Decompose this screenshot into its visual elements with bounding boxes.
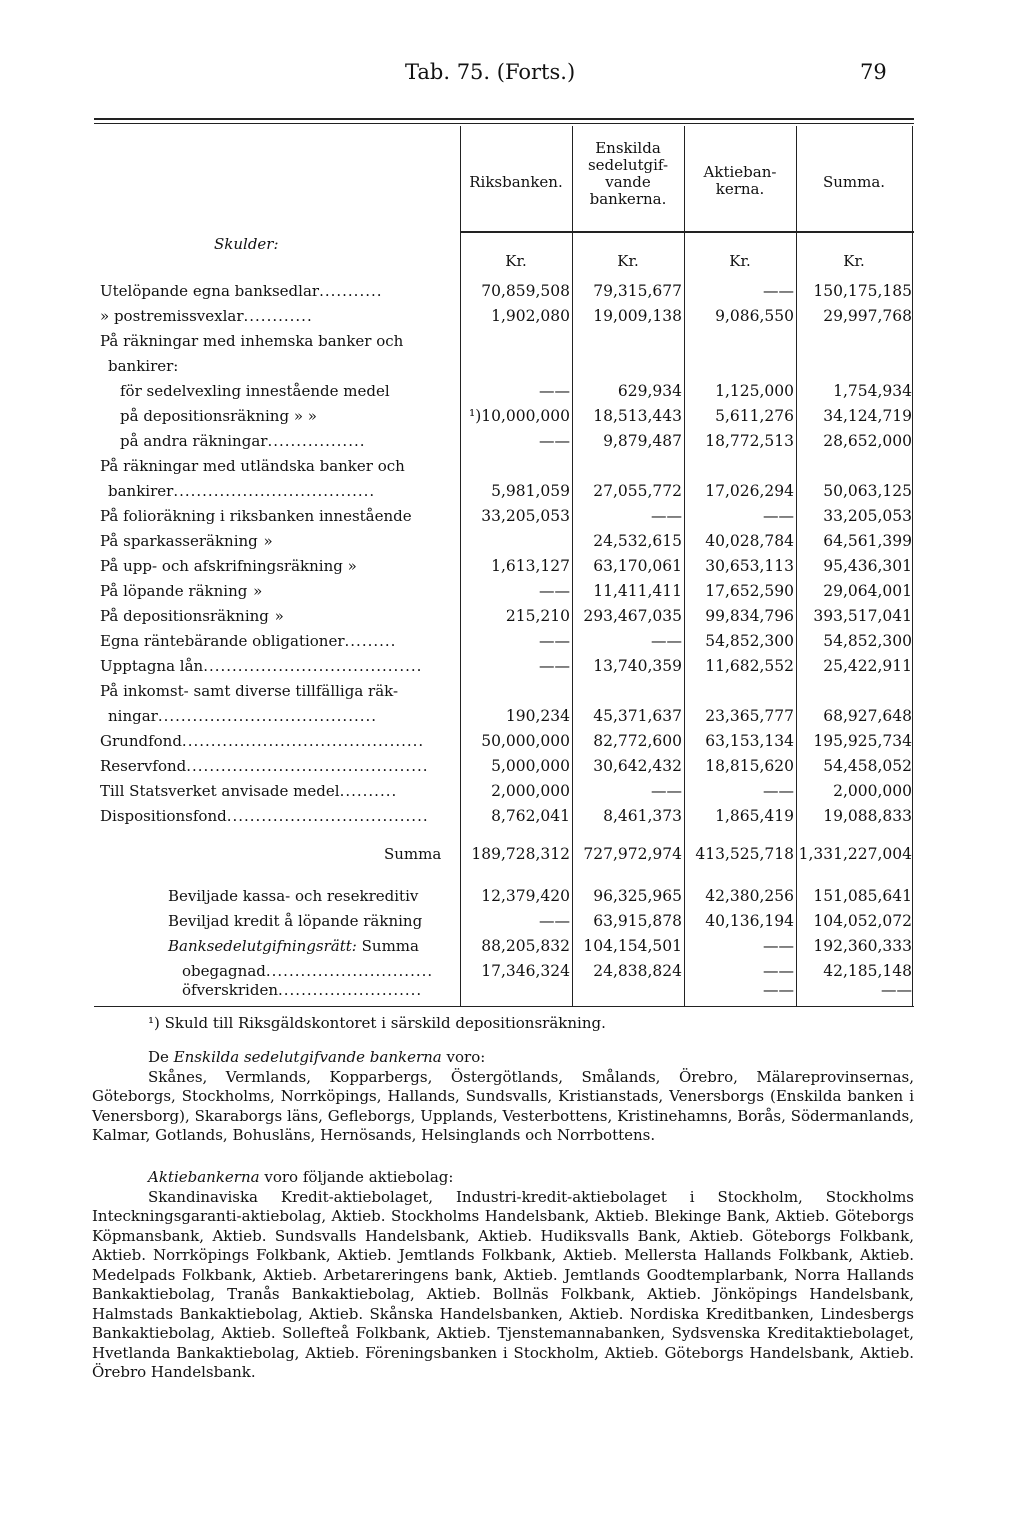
cell-value: 96,325,965	[593, 887, 682, 905]
cell-value: 63,915,878	[593, 912, 682, 930]
cell-value: 68,927,648	[823, 707, 912, 725]
cell-value: 88,205,832	[481, 937, 570, 955]
cell-value: ——	[539, 432, 570, 450]
cell-value: 29,064,001	[823, 582, 912, 600]
row-label	[108, 482, 375, 500]
cell-value: 18,815,620	[705, 757, 794, 775]
cell-value: ——	[881, 981, 912, 999]
row-label-text: för sedelvexling innestående medel	[120, 382, 390, 400]
cell-value: ——	[763, 282, 794, 300]
cell-value: ——	[763, 507, 794, 525]
cell-value: 17,346,324	[481, 962, 570, 980]
row-label	[100, 332, 403, 350]
cell-value: 50,063,125	[823, 482, 912, 500]
cell-value: 17,026,294	[705, 482, 794, 500]
cell-value: 8,762,041	[491, 807, 570, 825]
cell-value: 24,532,615	[593, 532, 682, 550]
table-row	[94, 657, 914, 681]
note-aktiebanker-intro-italic: Aktiebankerna	[148, 1168, 260, 1186]
debt-table	[94, 118, 914, 1013]
row-leader-dots: »	[247, 582, 264, 600]
cell-value: 9,086,550	[715, 307, 794, 325]
cell-value: 24,838,824	[593, 962, 682, 980]
bottom-rule	[94, 1006, 914, 1007]
summa-c1: 189,728,312	[471, 845, 570, 863]
cell-value: ——	[539, 582, 570, 600]
summa-c4: 1,331,227,004	[798, 845, 912, 863]
cell-value: 5,611,276	[715, 407, 794, 425]
note-enskilda-intro-italic: Enskilda sedelutgifvande bankerna	[173, 1048, 442, 1066]
row-leader-dots: ..........................................	[186, 757, 429, 775]
row-label	[100, 307, 313, 325]
cell-value: 12,379,420	[481, 887, 570, 905]
credit-row	[94, 981, 914, 1005]
top-rule	[94, 118, 914, 120]
credit-row-label-text: öfverskriden	[182, 981, 278, 999]
col-header-aktiebankerna	[684, 164, 796, 198]
page-number: 79	[860, 60, 887, 84]
credit-row-label	[168, 887, 418, 905]
row-leader-dots: .........	[344, 632, 397, 650]
row-leader-dots: ......................................	[203, 657, 423, 675]
cell-value: 2,000,000	[833, 782, 912, 800]
table-row	[94, 632, 914, 656]
cell-value: 13,740,359	[593, 657, 682, 675]
cell-value: ——	[763, 937, 794, 955]
row-label-text: På inkomst- samt diverse tillfälliga räk-	[100, 682, 399, 700]
cell-value: 54,852,300	[705, 632, 794, 650]
row-label-text: På folioräkning i riksbanken innestående	[100, 507, 412, 525]
cell-value: 45,371,637	[593, 707, 682, 725]
cell-value: 195,925,734	[813, 732, 912, 750]
cell-value: ——	[651, 632, 682, 650]
row-leader-dots: ..........................................	[181, 732, 425, 750]
row-label-text: Grundfond	[100, 732, 182, 750]
table-row	[94, 682, 914, 706]
row-label	[100, 657, 422, 675]
row-leader-dots: ...........	[319, 282, 383, 300]
row-label-text: bankirer	[108, 482, 174, 500]
table-row	[94, 282, 914, 306]
table-row	[94, 307, 914, 331]
table-row	[94, 382, 914, 406]
row-label-text: Upptagna lån	[100, 657, 204, 675]
note-aktiebanker-intro-post: voro följande aktiebolag:	[259, 1168, 454, 1186]
row-label-text: Till Statsverket anvisade medel	[100, 782, 340, 800]
credit-row-label-italic: Banksedelutgifningsrätt:	[168, 937, 357, 955]
table-row	[94, 582, 914, 606]
col-header-enskilda-line-2: sedelutgif-	[587, 156, 669, 174]
note-enskilda-intro	[92, 1048, 914, 1068]
table-row	[94, 457, 914, 481]
cell-value: 192,360,333	[813, 937, 912, 955]
cell-value: 17,652,590	[705, 582, 794, 600]
currency-label-c3: Kr.	[729, 252, 751, 270]
row-leader-dots: »	[257, 532, 274, 550]
cell-value: 95,436,301	[823, 557, 912, 575]
cell-value: 190,234	[505, 707, 570, 725]
table-row	[94, 557, 914, 581]
note-enskilda-body: Skånes, Vermlands, Kopparbergs, Östergötlands, Smålands, Örebro, Mälareprovinsernas, Göteborgs, Stockholms, Norrköpings, Hallands, Sundsvalls, Kristianstads, Venersborgs (Enskilda banken i Venersborg), Skaraborgs läns, Gefleborgs, Upplands, Vesterbottens, Kristinehamns, Borås, Södermanlands, Kalmar, Gotlands, Bohusläns, Hernösands, Helsinglands och Norrbottens.	[92, 1067, 914, 1144]
row-label	[120, 432, 366, 450]
cell-value: 28,652,000	[823, 432, 912, 450]
row-label-text: » postremissvexlar	[100, 307, 244, 325]
row-label-text: bankirer:	[108, 357, 179, 375]
row-leader-dots: ............	[243, 307, 313, 325]
col-header-aktiebankerna-line-2: kerna.	[715, 180, 765, 198]
table-row	[94, 707, 914, 731]
credit-row-label-plain: Summa	[356, 937, 419, 955]
row-label	[100, 807, 429, 825]
cell-value: 2,000,000	[491, 782, 570, 800]
header-rule	[460, 231, 914, 233]
credit-row-label	[182, 981, 422, 999]
cell-value: 79,315,677	[593, 282, 682, 300]
cell-value: 33,205,053	[481, 507, 570, 525]
row-label	[100, 282, 383, 300]
cell-value: 40,136,194	[705, 912, 794, 930]
row-leader-dots: »	[268, 607, 285, 625]
cell-value: 23,365,777	[705, 707, 794, 725]
cell-value: 1,754,934	[833, 382, 912, 400]
cell-value: 11,411,411	[593, 582, 682, 600]
row-label	[100, 782, 397, 800]
cell-value: 30,642,432	[593, 757, 682, 775]
credit-row-leader-dots: .........................	[278, 981, 423, 999]
currency-label-c4: Kr.	[843, 252, 865, 270]
col-header-summa: Summa.	[822, 173, 886, 191]
cell-value: ——	[763, 981, 794, 999]
cell-value: 150,175,185	[813, 282, 912, 300]
credit-row-label-text: obegagnad	[182, 962, 266, 980]
cell-value: 25,422,911	[823, 657, 912, 675]
cell-value: 8,461,373	[603, 807, 682, 825]
table-row	[94, 432, 914, 456]
cell-value: 18,513,443	[593, 407, 682, 425]
col-header-enskilda-line-4: bankerna.	[589, 190, 667, 208]
summa-c2: 727,972,974	[583, 845, 682, 863]
row-leader-dots: .................	[267, 432, 366, 450]
table-row	[94, 357, 914, 381]
cell-value: ——	[539, 382, 570, 400]
cell-value: 63,153,134	[705, 732, 794, 750]
cell-value: 70,859,508	[481, 282, 570, 300]
summa-label: Summa	[384, 845, 442, 863]
note-enskilda-banks	[92, 1048, 914, 1146]
col-header-aktiebankerna-line-1: Aktieban-	[703, 163, 777, 181]
table-row	[94, 782, 914, 806]
table-row	[94, 482, 914, 506]
col-header-riksbanken: Riksbanken.	[469, 173, 563, 191]
cell-value: 54,852,300	[823, 632, 912, 650]
cell-value: 30,653,113	[705, 557, 794, 575]
credit-row	[94, 937, 914, 961]
cell-value: 63,170,061	[593, 557, 682, 575]
row-label	[100, 582, 263, 600]
credit-row-label-text: Beviljade kassa- och resekreditiv	[168, 887, 419, 905]
row-label-text: Dispositionsfond	[100, 807, 227, 825]
row-label-text: På depositionsräkning	[100, 607, 269, 625]
cell-value: ——	[763, 782, 794, 800]
col-header-enskilda-line-1: Enskilda	[595, 139, 661, 157]
cell-value: 54,458,052	[823, 757, 912, 775]
cell-value: ——	[763, 962, 794, 980]
table-row	[94, 807, 914, 831]
row-leader-dots: ..........	[339, 782, 398, 800]
row-label-text: På upp- och afskrifningsräkning »	[100, 557, 357, 575]
credit-row-label	[182, 962, 433, 980]
note-aktiebanker	[92, 1168, 914, 1383]
row-label	[100, 732, 424, 750]
cell-value: 64,561,399	[823, 532, 912, 550]
row-label-text: På löpande räkning	[100, 582, 248, 600]
table-row	[94, 532, 914, 556]
credit-row-label	[168, 937, 419, 955]
row-label-text: På räkningar med utländska banker och	[100, 457, 405, 475]
cell-value: 393,517,041	[813, 607, 912, 625]
row-label	[100, 632, 396, 650]
table-row	[94, 332, 914, 356]
summa-c3: 413,525,718	[695, 845, 794, 863]
cell-value: 5,000,000	[491, 757, 570, 775]
row-label	[100, 757, 429, 775]
row-leader-dots: ...................................	[173, 482, 376, 500]
cell-value: 1,865,419	[715, 807, 794, 825]
cell-value: 34,124,719	[823, 407, 912, 425]
row-label	[100, 682, 398, 700]
row-label-text: Reservfond	[100, 757, 187, 775]
table-row	[94, 757, 914, 781]
row-leader-dots: ...................................	[226, 807, 429, 825]
row-label-text: på depositionsräkning » »	[120, 407, 317, 425]
cell-value: 19,009,138	[593, 307, 682, 325]
note-enskilda-intro-pre: De	[148, 1048, 174, 1066]
credit-row	[94, 887, 914, 911]
row-leader-dots: ......................................	[157, 707, 378, 725]
cell-value: 293,467,035	[583, 607, 682, 625]
cell-value: 27,055,772	[593, 482, 682, 500]
col-header-enskilda	[572, 140, 684, 208]
cell-value: 9,879,487	[603, 432, 682, 450]
cell-value: ——	[539, 912, 570, 930]
cell-value: 99,834,796	[705, 607, 794, 625]
cell-value: 11,682,552	[705, 657, 794, 675]
cell-value: 5,981,059	[491, 482, 570, 500]
table-title: Tab. 75. (Forts.)	[405, 60, 576, 84]
cell-value: 19,088,833	[823, 807, 912, 825]
footnote: ¹) Skuld till Riksgäldskontoret i särskild depositionsräkning.	[148, 1014, 606, 1032]
cell-value: 1,613,127	[491, 557, 570, 575]
cell-value: 104,052,072	[813, 912, 912, 930]
table-row	[94, 407, 914, 431]
cell-value: 1,125,000	[715, 382, 794, 400]
cell-value: ¹)10,000,000	[468, 407, 570, 425]
cell-value: ——	[651, 782, 682, 800]
cell-value: 18,772,513	[705, 432, 794, 450]
row-label-text: Utelöpande egna banksedlar	[100, 282, 320, 300]
cell-value: 42,380,256	[705, 887, 794, 905]
credit-row	[94, 912, 914, 936]
row-label-text: på andra räkningar	[120, 432, 268, 450]
row-label	[120, 382, 390, 400]
table-row	[94, 732, 914, 756]
cell-value: 215,210	[505, 607, 570, 625]
currency-label-c1: Kr.	[505, 252, 527, 270]
row-label	[108, 707, 377, 725]
row-label	[100, 507, 412, 525]
row-label-text: ningar	[108, 707, 158, 725]
cell-value: 1,902,080	[491, 307, 570, 325]
cell-value: 104,154,501	[583, 937, 682, 955]
cell-value: 42,185,148	[823, 962, 912, 980]
cell-value: ——	[539, 657, 570, 675]
cell-value: 50,000,000	[481, 732, 570, 750]
cell-value: 151,085,641	[813, 887, 912, 905]
cell-value: 82,772,600	[593, 732, 682, 750]
cell-value: ——	[651, 507, 682, 525]
note-aktiebanker-intro	[92, 1168, 914, 1188]
top-rule-thin	[94, 123, 914, 124]
cell-value: ——	[539, 632, 570, 650]
row-label	[108, 357, 178, 375]
row-label-text: På räkningar med inhemska banker och	[100, 332, 404, 350]
cell-value: 40,028,784	[705, 532, 794, 550]
row-label	[120, 407, 317, 425]
col-header-enskilda-line-3: vande	[605, 173, 651, 191]
cell-value: 629,934	[617, 382, 682, 400]
table-row	[94, 507, 914, 531]
cell-value: 33,205,053	[823, 507, 912, 525]
cell-value: 29,997,768	[823, 307, 912, 325]
summa-row	[94, 845, 914, 869]
note-aktiebanker-body: Skandinaviska Kredit-aktiebolaget, Industri-kredit-aktiebolaget i Stockholm, Stockholms Inteckningsgaranti-aktiebolag, Aktieb. Stockholms Handelsbank, Aktieb. Blekinge Bank, Aktieb. Göteborgs Köpmansbank, Aktieb. Sundsvalls Handelsbank, Aktieb. Hudiksvalls Bank, Aktieb. Göteborgs Folkbank, Aktieb. Norrköpings Folkbank, Aktieb. Jemtlands Folkbank, Aktieb. Mellersta Hallands Folkbank, Aktieb. Medelpads Folkbank, Aktieb. Arbetareringens bank, Aktieb. Jemtlands Goodtemplarbank, Norra Hallands Bankaktiebolag, Tranås Bankaktiebolag, Aktieb. Bollnäs Folkbank, Aktieb. Jönköpings Handelsbank, Halmstads Bankaktiebolag, Aktieb. Skånska Handelsbanken, Aktieb. Nordiska Kreditbanken, Lindesbergs Bankaktiebolag, Aktieb. Sollefteå Folkbank, Aktieb. Tjenstemannabanken, Sydsvenska Kreditaktiebolaget, Hvetlanda Bankaktiebolag, Aktieb. Föreningsbanken i Stockholm, Aktieb. Göteborgs Handelsbank, Aktieb. Örebro Handelsbank.	[92, 1187, 914, 1381]
currency-label-c2: Kr.	[617, 252, 639, 270]
row-label	[100, 532, 274, 550]
credit-row-label-text: Beviljad kredit å löpande räkning	[168, 912, 423, 930]
row-label	[100, 607, 285, 625]
credit-row-leader-dots: .............................	[265, 962, 434, 980]
row-label	[100, 457, 405, 475]
row-label	[100, 557, 357, 575]
credit-row-label	[168, 912, 422, 930]
note-enskilda-intro-post: voro:	[441, 1048, 486, 1066]
row-label-text: På sparkasseräkning	[100, 532, 258, 550]
section-label: Skulder:	[214, 235, 279, 253]
row-label-text: Egna räntebärande obligationer	[100, 632, 345, 650]
table-row	[94, 607, 914, 631]
